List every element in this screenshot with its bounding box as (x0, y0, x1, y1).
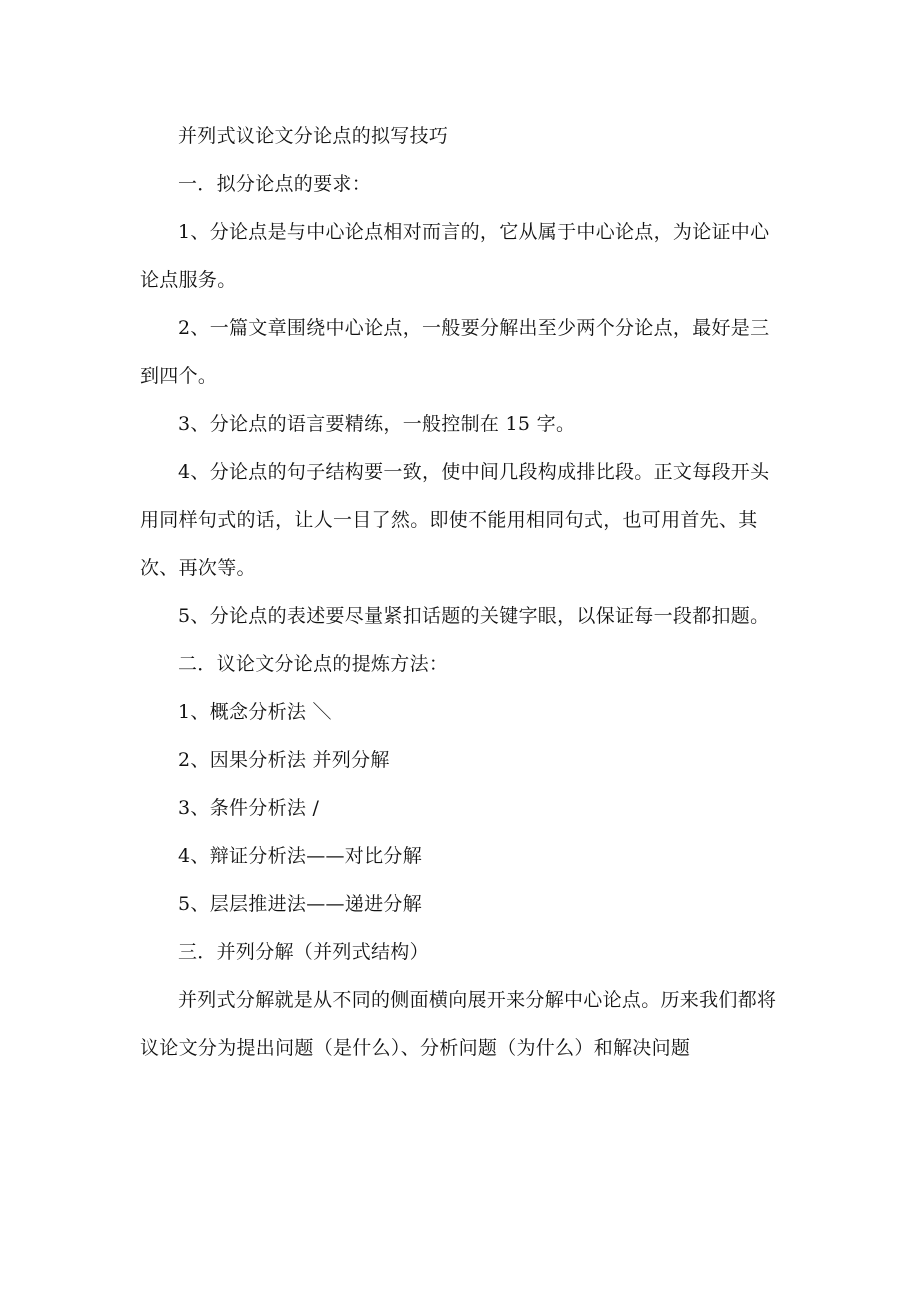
document-body (140, 112, 780, 1072)
requirement-4: 4、分论点的句子结构要一致，使中间几段构成排比段。正文每段开头用同样句式的话，让人一目了然。即使不能用相同句式，也可用首先、其次、再次等。 (140, 461, 770, 579)
method-2: 2、因果分析法 并列分解 (178, 749, 390, 771)
method-4: 4、辩证分析法——对比分解 (178, 845, 422, 867)
section-heading-2: 二．议论文分论点的提炼方法： (178, 653, 449, 675)
body-paragraph: 并列式分解就是从不同的侧面横向展开来分解中心论点。历来我们都将议论文分为提出问题（是什么）、分析问题（为什么）和解决问题 (140, 989, 777, 1059)
requirement-5: 5、分论点的表述要尽量紧扣话题的关键字眼，以保证每一段都扣题。 (178, 605, 770, 627)
document-title: 并列式议论文分论点的拟写技巧 (178, 125, 449, 147)
requirement-3: 3、分论点的语言要精练，一般控制在 15 字。 (178, 413, 576, 435)
method-3: 3、条件分析法 / (178, 797, 320, 819)
method-1: 1、概念分析法 ＼ (178, 701, 332, 723)
section-heading-1: 一．拟分论点的要求： (178, 173, 372, 195)
section-heading-3: 三．并列分解（并列式结构） (178, 941, 429, 963)
requirement-1: 1、分论点是与中心论点相对而言的，它从属于中心论点，为论证中心论点服务。 (140, 221, 770, 291)
method-5: 5、层层推进法——递进分解 (178, 893, 422, 915)
requirement-2: 2、一篇文章围绕中心论点，一般要分解出至少两个分论点，最好是三到四个。 (140, 317, 770, 387)
